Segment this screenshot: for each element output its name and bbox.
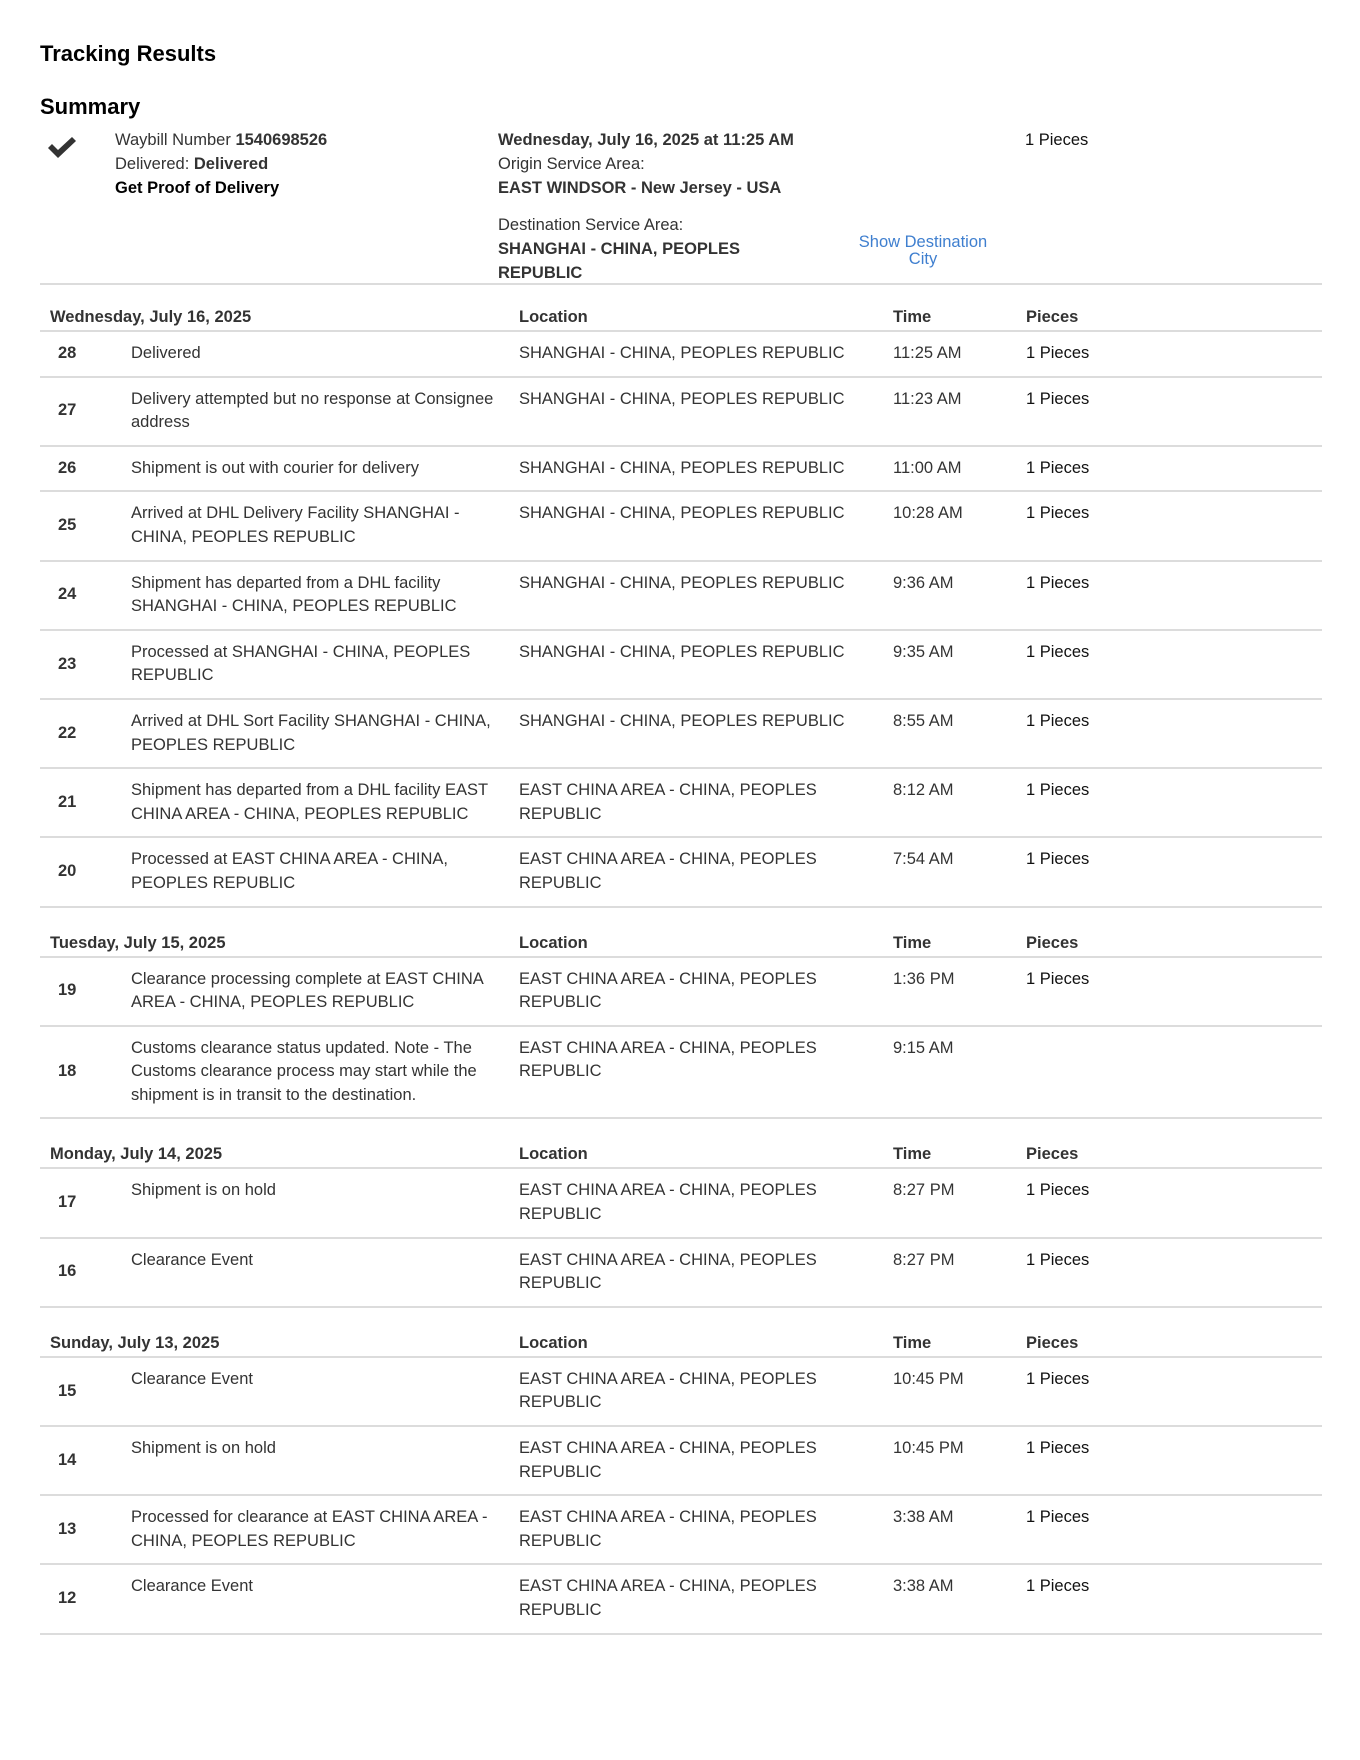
column-header-time: Time — [893, 296, 1026, 332]
event-pieces: 1 Pieces — [1026, 492, 1322, 561]
event-number: 26 — [40, 447, 131, 493]
event-description: Shipment is on hold — [131, 1427, 519, 1496]
event-pieces: 1 Pieces — [1026, 562, 1322, 631]
event-description: Shipment has departed from a DHL facility SHANGHAI - CHINA, PEOPLES REPUBLIC — [131, 562, 519, 631]
table-row — [40, 838, 1322, 907]
event-description: Clearance Event — [131, 1565, 519, 1634]
table-row — [40, 1239, 1322, 1308]
event-number: 22 — [40, 700, 131, 769]
event-location: SHANGHAI - CHINA, PEOPLES REPUBLIC — [519, 492, 893, 561]
column-header-pieces: Pieces — [1026, 296, 1322, 332]
group-date: Wednesday, July 16, 2025 — [40, 296, 519, 332]
event-description: Clearance Event — [131, 1239, 519, 1308]
column-header-pieces: Pieces — [1026, 908, 1322, 958]
event-number: 14 — [40, 1427, 131, 1496]
origin-value: EAST WINDSOR - New Jersey - USA — [498, 179, 782, 197]
delivered-status: Delivered — [193, 155, 269, 173]
table-row — [40, 1496, 1322, 1565]
table-row — [40, 700, 1322, 769]
column-header-location: Location — [519, 1308, 893, 1358]
group-date: Tuesday, July 15, 2025 — [40, 908, 519, 958]
event-location: SHANGHAI - CHINA, PEOPLES REPUBLIC — [519, 447, 893, 493]
event-description: Shipment is on hold — [131, 1169, 519, 1238]
date-group-header — [40, 1119, 1322, 1169]
event-number: 23 — [40, 631, 131, 700]
column-header-pieces: Pieces — [1026, 1119, 1322, 1169]
event-time: 11:25 AM — [893, 332, 1026, 378]
delivered-line — [115, 152, 327, 176]
event-time: 3:38 AM — [893, 1496, 1026, 1565]
group-date: Sunday, July 13, 2025 — [40, 1308, 519, 1358]
delivered-label: Delivered: — [115, 155, 190, 173]
event-pieces: 1 Pieces — [1026, 1239, 1322, 1308]
event-pieces: 1 Pieces — [1026, 1496, 1322, 1565]
event-time: 8:55 AM — [893, 700, 1026, 769]
table-row — [40, 1427, 1322, 1496]
event-time: 8:27 PM — [893, 1169, 1026, 1238]
event-number: 19 — [40, 958, 131, 1027]
column-header-pieces: Pieces — [1026, 1308, 1322, 1358]
event-location: EAST CHINA AREA - CHINA, PEOPLES REPUBLIC — [519, 1027, 893, 1120]
column-header-location: Location — [519, 908, 893, 958]
event-pieces: 1 Pieces — [1026, 378, 1322, 447]
event-description: Delivery attempted but no response at Consignee address — [131, 378, 519, 447]
page-title: Tracking Results — [40, 41, 217, 66]
event-time: 9:36 AM — [893, 562, 1026, 631]
table-row — [40, 631, 1322, 700]
event-pieces: 1 Pieces — [1026, 631, 1322, 700]
event-location: EAST CHINA AREA - CHINA, PEOPLES REPUBLIC — [519, 1358, 893, 1427]
event-description: Shipment is out with courier for delivery — [131, 447, 519, 493]
event-description: Arrived at DHL Sort Facility SHANGHAI - CHINA, PEOPLES REPUBLIC — [131, 700, 519, 769]
event-time: 10:45 PM — [893, 1358, 1026, 1427]
table-row — [40, 332, 1322, 378]
event-location: SHANGHAI - CHINA, PEOPLES REPUBLIC — [519, 631, 893, 700]
event-pieces: 1 Pieces — [1026, 1358, 1322, 1427]
event-pieces: 1 Pieces — [1026, 769, 1322, 838]
column-header-location: Location — [519, 296, 893, 332]
event-location: EAST CHINA AREA - CHINA, PEOPLES REPUBLIC — [519, 1239, 893, 1308]
event-number: 13 — [40, 1496, 131, 1565]
event-description: Processed at SHANGHAI - CHINA, PEOPLES REPUBLIC — [131, 631, 519, 700]
table-row — [40, 1358, 1322, 1427]
table-row — [40, 1027, 1322, 1120]
table-row — [40, 492, 1322, 561]
event-time: 9:35 AM — [893, 631, 1026, 700]
event-number: 16 — [40, 1239, 131, 1308]
event-description: Delivered — [131, 332, 519, 378]
event-number: 25 — [40, 492, 131, 561]
table-row — [40, 447, 1322, 493]
get-proof-of-delivery-link[interactable]: Get Proof of Delivery — [115, 179, 280, 197]
event-location: SHANGHAI - CHINA, PEOPLES REPUBLIC — [519, 700, 893, 769]
event-pieces: 1 Pieces — [1026, 1427, 1322, 1496]
event-location: SHANGHAI - CHINA, PEOPLES REPUBLIC — [519, 378, 893, 447]
event-pieces: 1 Pieces — [1026, 1565, 1322, 1634]
tracking-events-table — [40, 296, 1322, 1635]
event-number: 28 — [40, 332, 131, 378]
event-pieces: 1 Pieces — [1026, 1169, 1322, 1238]
show-destination-city-link[interactable]: Show Destination City — [858, 233, 988, 268]
event-location: SHANGHAI - CHINA, PEOPLES REPUBLIC — [519, 332, 893, 378]
column-header-time: Time — [893, 908, 1026, 958]
shipment-details — [498, 128, 798, 285]
event-time: 10:45 PM — [893, 1427, 1026, 1496]
event-pieces: 1 Pieces — [1026, 332, 1322, 378]
event-time: 9:15 AM — [893, 1027, 1026, 1120]
event-location: EAST CHINA AREA - CHINA, PEOPLES REPUBLIC — [519, 1427, 893, 1496]
event-description: Customs clearance status updated. Note - The Customs clearance process may start while the shipment is in transit to the destination. — [131, 1027, 519, 1120]
event-number: 24 — [40, 562, 131, 631]
event-description: Processed at EAST CHINA AREA - CHINA, PEOPLES REPUBLIC — [131, 838, 519, 907]
event-time: 11:23 AM — [893, 378, 1026, 447]
event-description: Shipment has departed from a DHL facility EAST CHINA AREA - CHINA, PEOPLES REPUBLIC — [131, 769, 519, 838]
date-group-header — [40, 908, 1322, 958]
column-header-location: Location — [519, 1119, 893, 1169]
event-location: EAST CHINA AREA - CHINA, PEOPLES REPUBLIC — [519, 958, 893, 1027]
event-description: Clearance Event — [131, 1358, 519, 1427]
event-time: 8:27 PM — [893, 1239, 1026, 1308]
event-pieces: 1 Pieces — [1026, 958, 1322, 1027]
waybill-block — [115, 128, 327, 200]
event-location: EAST CHINA AREA - CHINA, PEOPLES REPUBLIC — [519, 769, 893, 838]
waybill-number: 1540698526 — [235, 131, 328, 149]
delivery-datetime: Wednesday, July 16, 2025 at 11:25 AM — [498, 131, 794, 149]
summary-heading: Summary — [40, 94, 141, 119]
event-description: Arrived at DHL Delivery Facility SHANGHAI - CHINA, PEOPLES REPUBLIC — [131, 492, 519, 561]
event-time: 10:28 AM — [893, 492, 1026, 561]
event-time: 7:54 AM — [893, 838, 1026, 907]
event-pieces: 1 Pieces — [1026, 447, 1322, 493]
date-group-header — [40, 1308, 1322, 1358]
date-group-header — [40, 296, 1322, 332]
event-time: 11:00 AM — [893, 447, 1026, 493]
event-number: 17 — [40, 1169, 131, 1238]
event-location: EAST CHINA AREA - CHINA, PEOPLES REPUBLIC — [519, 1496, 893, 1565]
event-number: 21 — [40, 769, 131, 838]
event-location: SHANGHAI - CHINA, PEOPLES REPUBLIC — [519, 562, 893, 631]
column-header-time: Time — [893, 1308, 1026, 1358]
table-row — [40, 562, 1322, 631]
shipment-summary — [40, 128, 1322, 285]
event-time: 1:36 PM — [893, 958, 1026, 1027]
event-location: EAST CHINA AREA - CHINA, PEOPLES REPUBLIC — [519, 1169, 893, 1238]
summary-pieces: 1 Pieces — [1025, 131, 1089, 149]
destination-label: Destination Service Area: — [498, 216, 684, 234]
table-row — [40, 1565, 1322, 1634]
waybill-label: Waybill Number — [115, 131, 231, 149]
event-time: 3:38 AM — [893, 1565, 1026, 1634]
event-time: 8:12 AM — [893, 769, 1026, 838]
table-row — [40, 1169, 1322, 1238]
event-pieces — [1026, 1027, 1322, 1120]
check-icon — [46, 136, 78, 160]
event-description: Processed for clearance at EAST CHINA AREA - CHINA, PEOPLES REPUBLIC — [131, 1496, 519, 1565]
event-pieces: 1 Pieces — [1026, 700, 1322, 769]
event-pieces: 1 Pieces — [1026, 838, 1322, 907]
event-number: 12 — [40, 1565, 131, 1634]
origin-label: Origin Service Area: — [498, 155, 645, 173]
table-row — [40, 958, 1322, 1027]
event-number: 20 — [40, 838, 131, 907]
destination-value: SHANGHAI - CHINA, PEOPLES REPUBLIC — [498, 240, 741, 282]
table-row — [40, 769, 1322, 838]
event-location: EAST CHINA AREA - CHINA, PEOPLES REPUBLIC — [519, 838, 893, 907]
event-number: 27 — [40, 378, 131, 447]
table-row — [40, 378, 1322, 447]
column-header-time: Time — [893, 1119, 1026, 1169]
event-location: EAST CHINA AREA - CHINA, PEOPLES REPUBLIC — [519, 1565, 893, 1634]
event-number: 18 — [40, 1027, 131, 1120]
group-date: Monday, July 14, 2025 — [40, 1119, 519, 1169]
event-number: 15 — [40, 1358, 131, 1427]
waybill-line — [115, 128, 327, 152]
event-description: Clearance processing complete at EAST CHINA AREA - CHINA, PEOPLES REPUBLIC — [131, 958, 519, 1027]
